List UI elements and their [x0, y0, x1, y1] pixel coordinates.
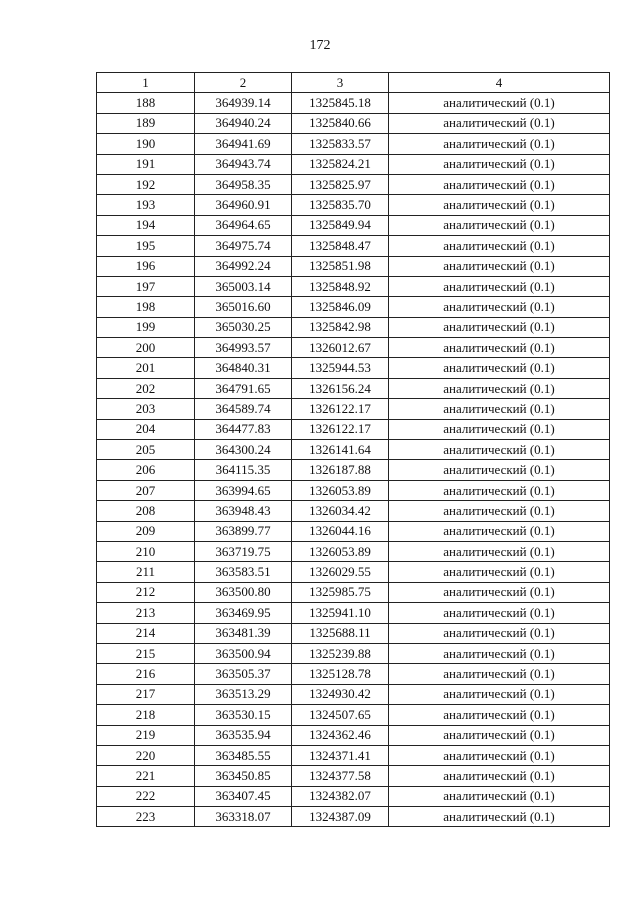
x-coordinate-cell: 363485.55 — [195, 745, 292, 765]
x-coordinate-cell: 363505.37 — [195, 664, 292, 684]
table-row — [97, 745, 610, 765]
y-coordinate-cell: 1326029.55 — [292, 562, 389, 582]
y-coordinate-cell: 1326187.88 — [292, 460, 389, 480]
point-number-cell: 190 — [97, 134, 195, 154]
table-row — [97, 623, 610, 643]
method-cell: аналитический (0.1) — [389, 440, 610, 460]
x-coordinate-cell: 364940.24 — [195, 113, 292, 133]
table-row — [97, 786, 610, 806]
point-number-cell: 207 — [97, 480, 195, 500]
point-number-cell: 217 — [97, 684, 195, 704]
method-cell: аналитический (0.1) — [389, 256, 610, 276]
method-cell: аналитический (0.1) — [389, 93, 610, 113]
y-coordinate-cell: 1324371.41 — [292, 745, 389, 765]
method-cell: аналитический (0.1) — [389, 643, 610, 663]
y-coordinate-cell: 1325824.21 — [292, 154, 389, 174]
x-coordinate-cell: 363318.07 — [195, 807, 292, 827]
table-row — [97, 93, 610, 113]
y-coordinate-cell: 1325842.98 — [292, 317, 389, 337]
table-row — [97, 338, 610, 358]
x-coordinate-cell: 364943.74 — [195, 154, 292, 174]
point-number-cell: 210 — [97, 541, 195, 561]
y-coordinate-cell: 1324930.42 — [292, 684, 389, 704]
method-cell: аналитический (0.1) — [389, 236, 610, 256]
header-row — [97, 73, 610, 93]
point-number-cell: 209 — [97, 521, 195, 541]
method-cell: аналитический (0.1) — [389, 766, 610, 786]
table-header — [97, 73, 610, 93]
method-cell: аналитический (0.1) — [389, 297, 610, 317]
y-coordinate-cell: 1325239.88 — [292, 643, 389, 663]
table-row — [97, 113, 610, 133]
table-row — [97, 582, 610, 602]
point-number-cell: 219 — [97, 725, 195, 745]
x-coordinate-cell: 364941.69 — [195, 134, 292, 154]
table-row — [97, 521, 610, 541]
y-coordinate-cell: 1325944.53 — [292, 358, 389, 378]
x-coordinate-cell: 364975.74 — [195, 236, 292, 256]
x-coordinate-cell: 363583.51 — [195, 562, 292, 582]
table-row — [97, 256, 610, 276]
y-coordinate-cell: 1326012.67 — [292, 338, 389, 358]
x-coordinate-cell: 363481.39 — [195, 623, 292, 643]
method-cell: аналитический (0.1) — [389, 195, 610, 215]
point-number-cell: 198 — [97, 297, 195, 317]
point-number-cell: 218 — [97, 705, 195, 725]
y-coordinate-cell: 1325845.18 — [292, 93, 389, 113]
method-cell: аналитический (0.1) — [389, 807, 610, 827]
x-coordinate-cell: 363407.45 — [195, 786, 292, 806]
point-number-cell: 202 — [97, 378, 195, 398]
x-coordinate-cell: 364791.65 — [195, 378, 292, 398]
page-number: 172 — [309, 38, 331, 53]
table-row — [97, 297, 610, 317]
method-cell: аналитический (0.1) — [389, 684, 610, 704]
table-row — [97, 501, 610, 521]
x-coordinate-cell: 364115.35 — [195, 460, 292, 480]
x-coordinate-cell: 364477.83 — [195, 419, 292, 439]
table-row — [97, 276, 610, 296]
y-coordinate-cell: 1325835.70 — [292, 195, 389, 215]
method-cell: аналитический (0.1) — [389, 419, 610, 439]
table-row — [97, 195, 610, 215]
point-number-cell: 206 — [97, 460, 195, 480]
method-cell: аналитический (0.1) — [389, 603, 610, 623]
method-cell: аналитический (0.1) — [389, 562, 610, 582]
header-cell-1: 1 — [97, 73, 195, 93]
y-coordinate-cell: 1325848.92 — [292, 276, 389, 296]
method-cell: аналитический (0.1) — [389, 745, 610, 765]
point-number-cell: 197 — [97, 276, 195, 296]
point-number-cell: 221 — [97, 766, 195, 786]
method-cell: аналитический (0.1) — [389, 358, 610, 378]
x-coordinate-cell: 364960.91 — [195, 195, 292, 215]
method-cell: аналитический (0.1) — [389, 338, 610, 358]
table-row — [97, 480, 610, 500]
point-number-cell: 222 — [97, 786, 195, 806]
table-row — [97, 215, 610, 235]
table-body — [97, 93, 610, 827]
x-coordinate-cell: 365016.60 — [195, 297, 292, 317]
table-row — [97, 174, 610, 194]
x-coordinate-cell: 365030.25 — [195, 317, 292, 337]
point-number-cell: 192 — [97, 174, 195, 194]
table-row — [97, 440, 610, 460]
y-coordinate-cell: 1326141.64 — [292, 440, 389, 460]
x-coordinate-cell: 364992.24 — [195, 256, 292, 276]
point-number-cell: 203 — [97, 399, 195, 419]
table-row — [97, 725, 610, 745]
method-cell: аналитический (0.1) — [389, 705, 610, 725]
point-number-cell: 208 — [97, 501, 195, 521]
x-coordinate-cell: 363994.65 — [195, 480, 292, 500]
method-cell: аналитический (0.1) — [389, 276, 610, 296]
y-coordinate-cell: 1326034.42 — [292, 501, 389, 521]
table-row — [97, 378, 610, 398]
y-coordinate-cell: 1325941.10 — [292, 603, 389, 623]
method-cell: аналитический (0.1) — [389, 378, 610, 398]
table-row — [97, 705, 610, 725]
y-coordinate-cell: 1326053.89 — [292, 480, 389, 500]
y-coordinate-cell: 1324387.09 — [292, 807, 389, 827]
point-number-cell: 211 — [97, 562, 195, 582]
point-number-cell: 200 — [97, 338, 195, 358]
point-number-cell: 193 — [97, 195, 195, 215]
x-coordinate-cell: 365003.14 — [195, 276, 292, 296]
point-number-cell: 216 — [97, 664, 195, 684]
x-coordinate-cell: 363719.75 — [195, 541, 292, 561]
y-coordinate-cell: 1325833.57 — [292, 134, 389, 154]
method-cell: аналитический (0.1) — [389, 399, 610, 419]
y-coordinate-cell: 1326156.24 — [292, 378, 389, 398]
y-coordinate-cell: 1326044.16 — [292, 521, 389, 541]
y-coordinate-cell: 1324362.46 — [292, 725, 389, 745]
y-coordinate-cell: 1325985.75 — [292, 582, 389, 602]
x-coordinate-cell: 363899.77 — [195, 521, 292, 541]
y-coordinate-cell: 1325851.98 — [292, 256, 389, 276]
point-number-cell: 212 — [97, 582, 195, 602]
method-cell: аналитический (0.1) — [389, 460, 610, 480]
point-number-cell: 191 — [97, 154, 195, 174]
table-row — [97, 807, 610, 827]
point-number-cell: 204 — [97, 419, 195, 439]
table-row — [97, 134, 610, 154]
method-cell: аналитический (0.1) — [389, 317, 610, 337]
point-number-cell: 223 — [97, 807, 195, 827]
method-cell: аналитический (0.1) — [389, 582, 610, 602]
table-row — [97, 766, 610, 786]
x-coordinate-cell: 364964.65 — [195, 215, 292, 235]
x-coordinate-cell: 363500.80 — [195, 582, 292, 602]
x-coordinate-cell: 363535.94 — [195, 725, 292, 745]
method-cell: аналитический (0.1) — [389, 154, 610, 174]
table-row — [97, 541, 610, 561]
method-cell: аналитический (0.1) — [389, 174, 610, 194]
table-row — [97, 603, 610, 623]
method-cell: аналитический (0.1) — [389, 623, 610, 643]
table-row — [97, 419, 610, 439]
method-cell: аналитический (0.1) — [389, 541, 610, 561]
point-number-cell: 199 — [97, 317, 195, 337]
point-number-cell: 189 — [97, 113, 195, 133]
x-coordinate-cell: 364300.24 — [195, 440, 292, 460]
table-row — [97, 643, 610, 663]
y-coordinate-cell: 1325849.94 — [292, 215, 389, 235]
y-coordinate-cell: 1325848.47 — [292, 236, 389, 256]
method-cell: аналитический (0.1) — [389, 786, 610, 806]
table-row — [97, 684, 610, 704]
point-number-cell: 214 — [97, 623, 195, 643]
x-coordinate-cell: 363450.85 — [195, 766, 292, 786]
y-coordinate-cell: 1325846.09 — [292, 297, 389, 317]
x-coordinate-cell: 364958.35 — [195, 174, 292, 194]
method-cell: аналитический (0.1) — [389, 480, 610, 500]
table-row — [97, 664, 610, 684]
method-cell: аналитический (0.1) — [389, 215, 610, 235]
y-coordinate-cell: 1324377.58 — [292, 766, 389, 786]
x-coordinate-cell: 363948.43 — [195, 501, 292, 521]
x-coordinate-cell: 363513.29 — [195, 684, 292, 704]
x-coordinate-cell: 364589.74 — [195, 399, 292, 419]
table-row — [97, 317, 610, 337]
method-cell: аналитический (0.1) — [389, 113, 610, 133]
table-row — [97, 358, 610, 378]
point-number-cell: 188 — [97, 93, 195, 113]
y-coordinate-cell: 1325840.66 — [292, 113, 389, 133]
table-row — [97, 154, 610, 174]
y-coordinate-cell: 1324507.65 — [292, 705, 389, 725]
y-coordinate-cell: 1326122.17 — [292, 419, 389, 439]
table-row — [97, 460, 610, 480]
header-cell-4: 4 — [389, 73, 610, 93]
point-number-cell: 213 — [97, 603, 195, 623]
header-cell-3: 3 — [292, 73, 389, 93]
method-cell: аналитический (0.1) — [389, 521, 610, 541]
method-cell: аналитический (0.1) — [389, 134, 610, 154]
x-coordinate-cell: 363530.15 — [195, 705, 292, 725]
y-coordinate-cell: 1324382.07 — [292, 786, 389, 806]
table-row — [97, 399, 610, 419]
point-number-cell: 195 — [97, 236, 195, 256]
point-number-cell: 220 — [97, 745, 195, 765]
y-coordinate-cell: 1326122.17 — [292, 399, 389, 419]
method-cell: аналитический (0.1) — [389, 664, 610, 684]
point-number-cell: 201 — [97, 358, 195, 378]
y-coordinate-cell: 1326053.89 — [292, 541, 389, 561]
x-coordinate-cell: 364840.31 — [195, 358, 292, 378]
point-number-cell: 194 — [97, 215, 195, 235]
header-cell-2: 2 — [195, 73, 292, 93]
y-coordinate-cell: 1325825.97 — [292, 174, 389, 194]
table-row — [97, 236, 610, 256]
x-coordinate-cell: 364993.57 — [195, 338, 292, 358]
method-cell: аналитический (0.1) — [389, 725, 610, 745]
table-row — [97, 562, 610, 582]
x-coordinate-cell: 364939.14 — [195, 93, 292, 113]
y-coordinate-cell: 1325688.11 — [292, 623, 389, 643]
x-coordinate-cell: 363469.95 — [195, 603, 292, 623]
point-number-cell: 196 — [97, 256, 195, 276]
point-number-cell: 215 — [97, 643, 195, 663]
y-coordinate-cell: 1325128.78 — [292, 664, 389, 684]
method-cell: аналитический (0.1) — [389, 501, 610, 521]
point-number-cell: 205 — [97, 440, 195, 460]
coordinates-table — [96, 72, 610, 827]
x-coordinate-cell: 363500.94 — [195, 643, 292, 663]
